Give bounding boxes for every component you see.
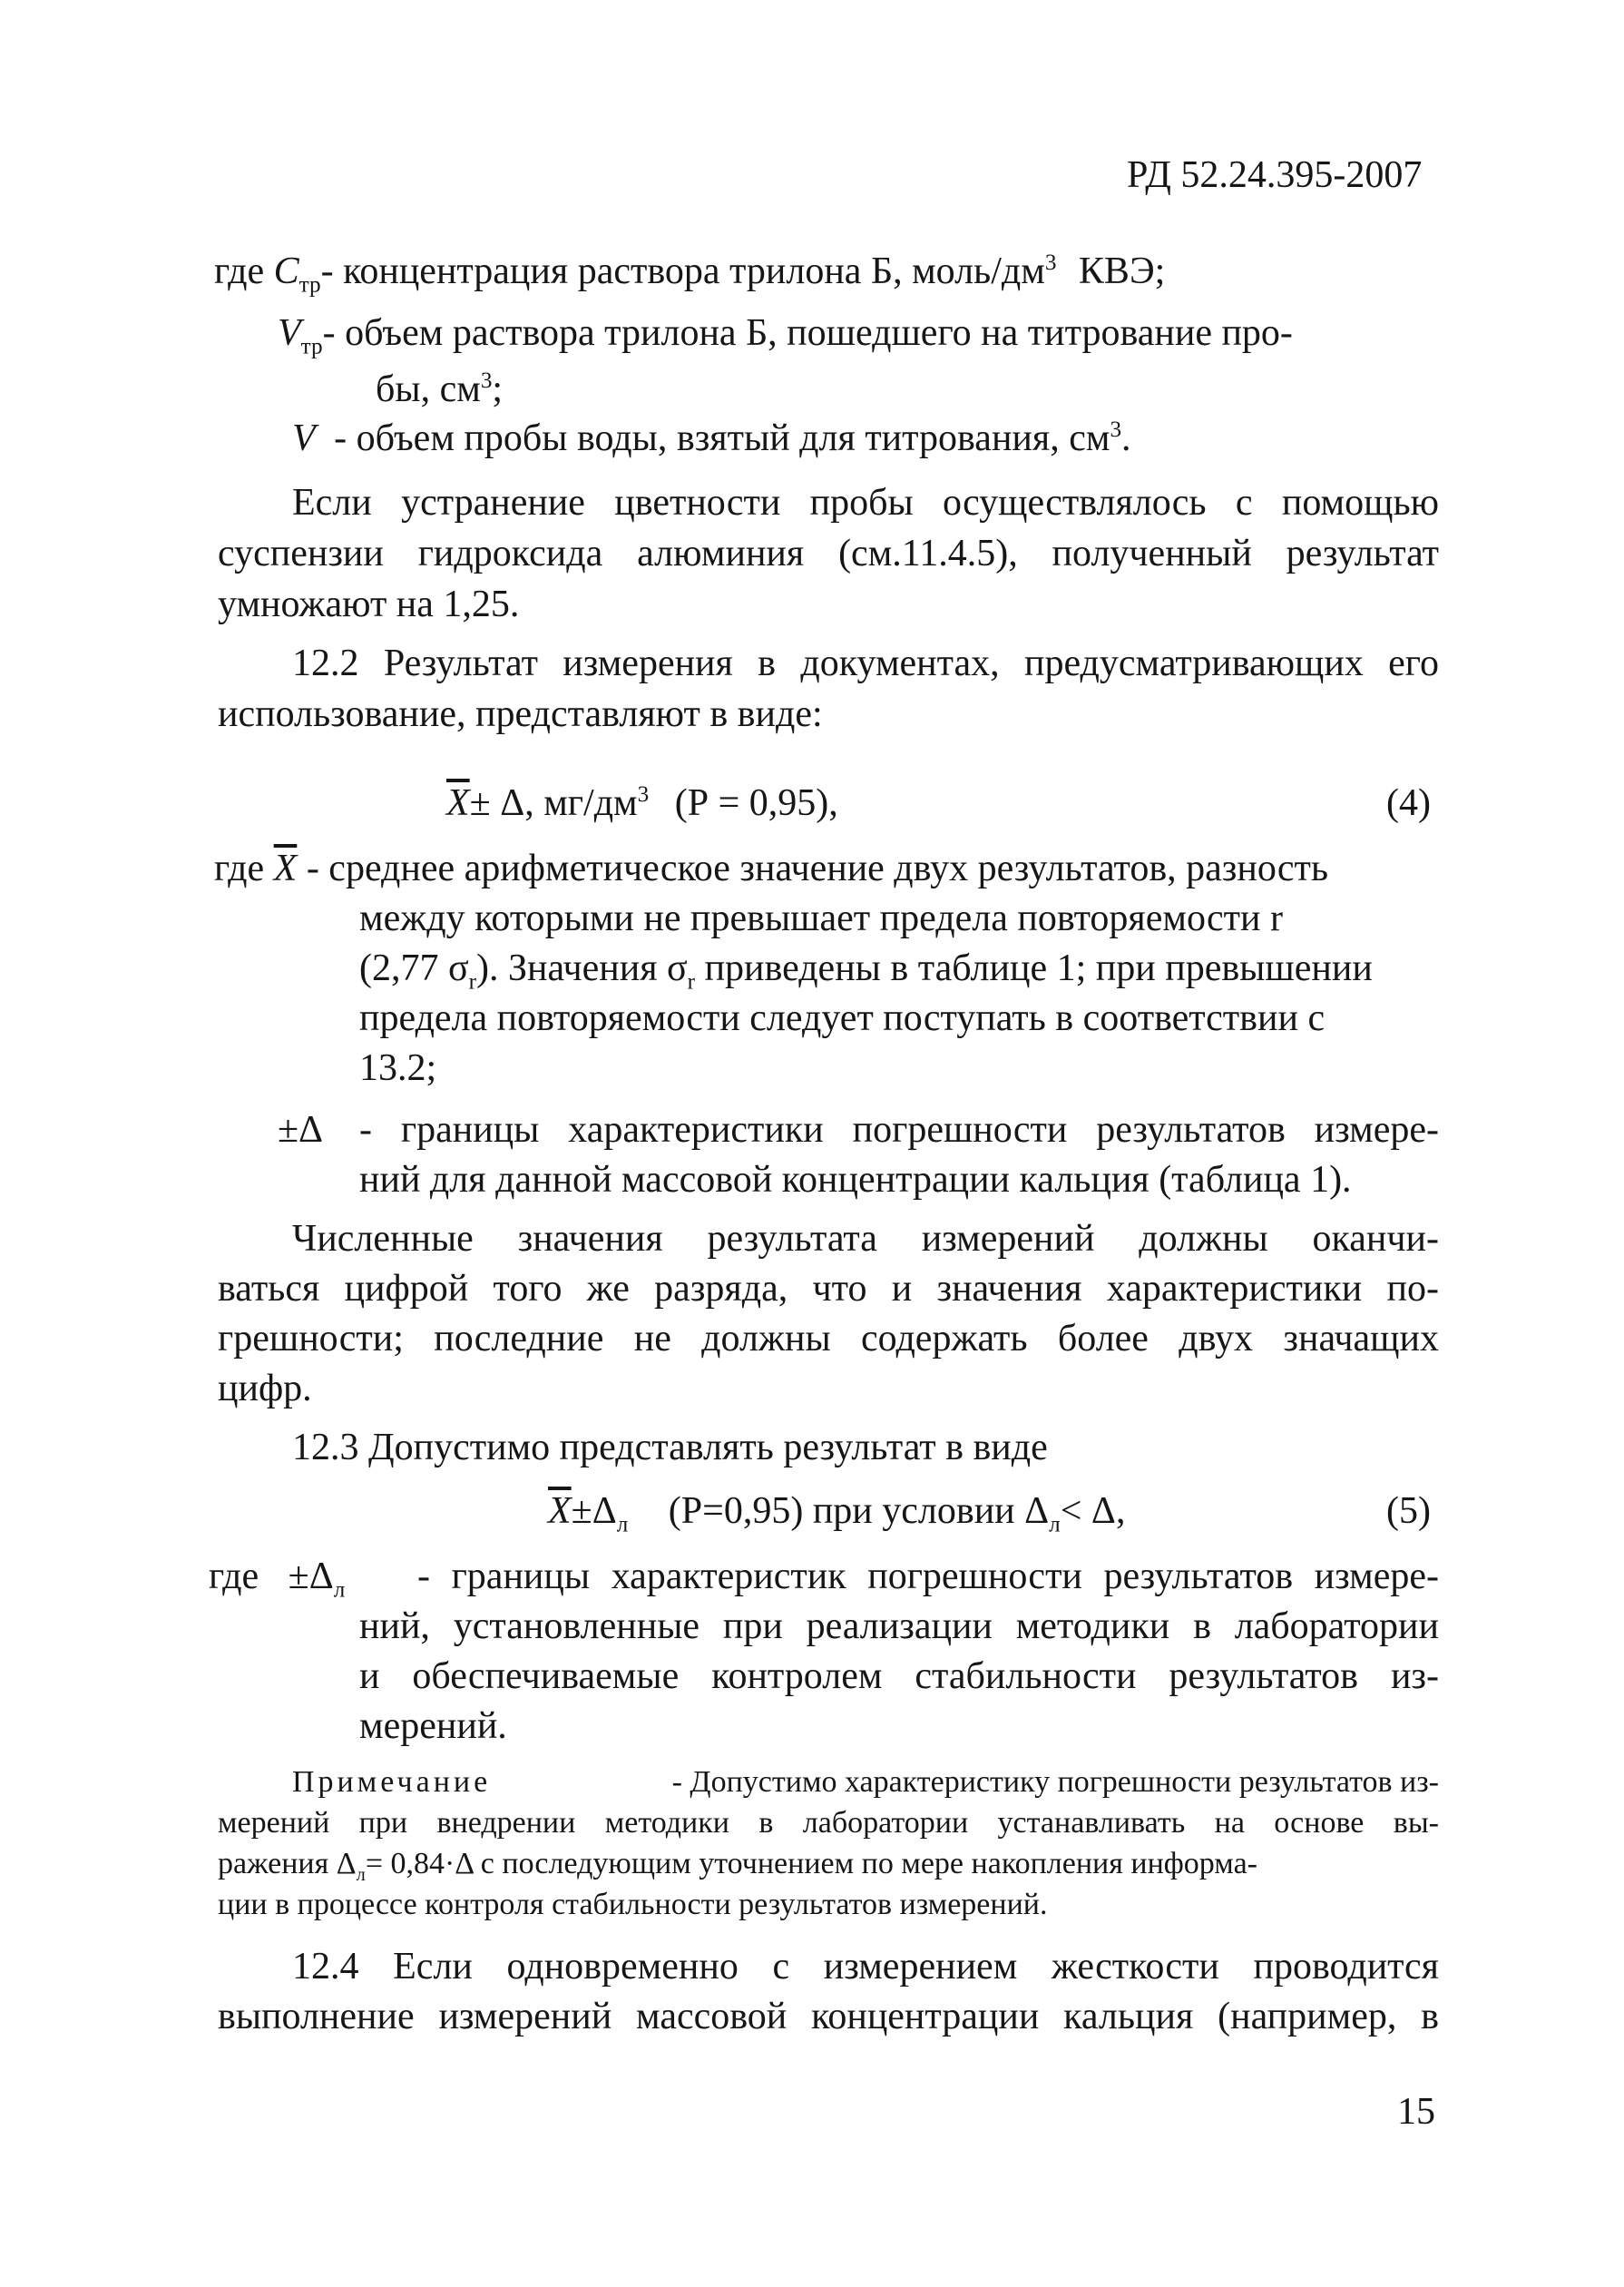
formula-5-cond-b: < Δ, xyxy=(1060,1490,1126,1532)
section-12-4-line2: выполнение измерений массовой концентрации кальция (например, в xyxy=(218,1996,1439,2037)
def-ctr xyxy=(214,247,1165,296)
formula-5-number: (5) xyxy=(1386,1490,1431,1532)
para2-line3: грешности; последние не должны содержать более двух значащих xyxy=(218,1318,1439,1359)
def-vtr-end: ; xyxy=(492,368,504,410)
formula-4-condition: (Р = 0,95), xyxy=(674,782,838,824)
gde-label-3: где xyxy=(209,1556,259,1597)
note-line4: ции в процессе контроля стабильности результатов измерений. xyxy=(218,1888,1048,1921)
gde-label: где xyxy=(214,250,265,292)
formula-4-number: (4) xyxy=(1386,782,1431,824)
para1-line2: суспензии гидроксида алюминия (см.11.4.5), полученный результат xyxy=(218,533,1439,574)
delta-l-symbol: ±Δ xyxy=(288,1556,334,1597)
var-c: C xyxy=(273,250,299,292)
def-ctr-text: - концентрация раствора трилона Б, моль/дм xyxy=(320,250,1045,292)
x-bar-5: $\overline{X}$ xyxy=(548,1490,572,1532)
formula-5-pm: ±Δ xyxy=(571,1490,617,1532)
var-v-sample: V xyxy=(292,417,316,459)
sigma-text-b: ). Значения σ xyxy=(476,947,688,989)
formula-5-cond-a: (Р=0,95) при условии Δ xyxy=(668,1490,1050,1532)
def-delta-line2: ний для данной массовой концентрации кальция (таблица 1). xyxy=(359,1159,1352,1201)
note-line3-sub: л xyxy=(356,1864,366,1885)
def-v-exp: 3 xyxy=(1110,417,1122,442)
sigma-text-c: приведены в таблице 1; при превышении xyxy=(695,947,1373,989)
def-vtr xyxy=(278,309,1293,358)
def-ctr-exp: 3 xyxy=(1044,250,1057,275)
note-line3-a: ражения Δ xyxy=(218,1847,357,1880)
def-delta-l-line4: мерений. xyxy=(359,1705,507,1747)
section-12-2-line1: 12.2 Результат измерения в документах, предусматривающих его xyxy=(292,643,1439,684)
formula-5 xyxy=(548,1487,1125,1536)
def-vtr-text-2: бы, см xyxy=(376,368,481,410)
def-vtr-line2 xyxy=(376,365,503,414)
def-vtr-text-1: - объем раствора трилона Б, пошедшего на титрование про- xyxy=(322,312,1293,354)
formula-5-sub: л xyxy=(616,1512,629,1537)
para2-line4: цифр. xyxy=(218,1368,312,1409)
document-id: РД 52.24.395-2007 xyxy=(1127,154,1423,196)
para2-line2: ваться цифрой того же разряда, что и значения характеристики по- xyxy=(218,1268,1439,1310)
def-v-end: . xyxy=(1121,417,1131,459)
def-ctr-kve: КВЭ; xyxy=(1078,250,1166,292)
x-bar: $\overline{X}$ xyxy=(446,782,470,824)
note-line1-text: - Допустимо характеристику погрешности результатов из- xyxy=(671,1765,1439,1799)
def-xbar-line2: между которыми не превышает предела повторяемости r xyxy=(359,898,1283,939)
def-xbar-line5: 13.2; xyxy=(359,1047,437,1089)
def-xbar-line1: - среднее арифметическое значение двух результатов, разность xyxy=(306,848,1329,889)
def-delta-l-line1: - границы характеристик погрешности результатов измере- xyxy=(417,1556,1439,1597)
section-12-4-line1: 12.4 Если одновременно с измерением жесткости проводится xyxy=(292,1946,1439,1988)
sigma-text-a: (2,77 σ xyxy=(359,947,469,989)
var-c-sub: тр xyxy=(298,272,321,298)
var-v: V xyxy=(278,312,301,354)
section-12-3-line1: 12.3 Допустимо представлять результат в виде xyxy=(292,1427,1048,1468)
def-vtr-exp: 3 xyxy=(480,368,493,393)
note-line2: мерений при внедрении методики в лаборатории устанавливать на основе вы- xyxy=(218,1806,1439,1840)
formula-4-exp: 3 xyxy=(637,782,650,807)
para2-line1: Численные значения результата измерений должны оканчи- xyxy=(292,1218,1439,1260)
note-label: Примечание xyxy=(292,1765,492,1799)
section-12-2-line2: использование, представляют в виде: xyxy=(218,693,823,735)
def-xbar-line3 xyxy=(359,944,1373,993)
note-line1 xyxy=(292,1761,1439,1804)
note-line3 xyxy=(218,1842,1439,1886)
note-line3-b: = 0,84·Δ с последующим уточнением по мере накопления информа- xyxy=(365,1847,1257,1880)
para1-line1: Если устранение цветности пробы осуществлялось с помощью xyxy=(292,482,1439,524)
gde-label-2: где xyxy=(214,848,265,889)
x-bar-def: $\overline{X}$ xyxy=(273,848,298,889)
def-v xyxy=(292,414,1131,463)
def-delta-l xyxy=(209,1552,345,1601)
sigma-sub-2: r xyxy=(687,969,696,995)
para1-line3: умножают на 1,25. xyxy=(218,584,520,625)
page-number: 15 xyxy=(1397,2091,1435,2133)
sigma-sub-1: r xyxy=(468,969,477,995)
def-v-text: - объем пробы воды, взятый для титрования, см xyxy=(334,417,1110,459)
def-delta-l-line2: ний, установленные при реализации методики в лаборатории xyxy=(359,1605,1439,1647)
formula-4-body: ± Δ, мг/дм xyxy=(469,782,638,824)
def-delta-symbol: ±Δ xyxy=(278,1109,324,1151)
def-delta-l-line3: и обеспечиваемые контролем стабильности результатов из- xyxy=(359,1655,1439,1697)
def-delta-line1: - границы характеристики погрешности результатов измере- xyxy=(359,1109,1439,1151)
formula-4 xyxy=(446,779,838,828)
formula-5-cond-sub: л xyxy=(1049,1512,1061,1537)
def-xbar-line4: предела повторяемости следует поступать в соответствии с xyxy=(359,997,1326,1039)
var-v-sub: тр xyxy=(300,334,323,359)
def-xbar xyxy=(214,844,1328,893)
delta-l-sub: л xyxy=(333,1577,346,1603)
